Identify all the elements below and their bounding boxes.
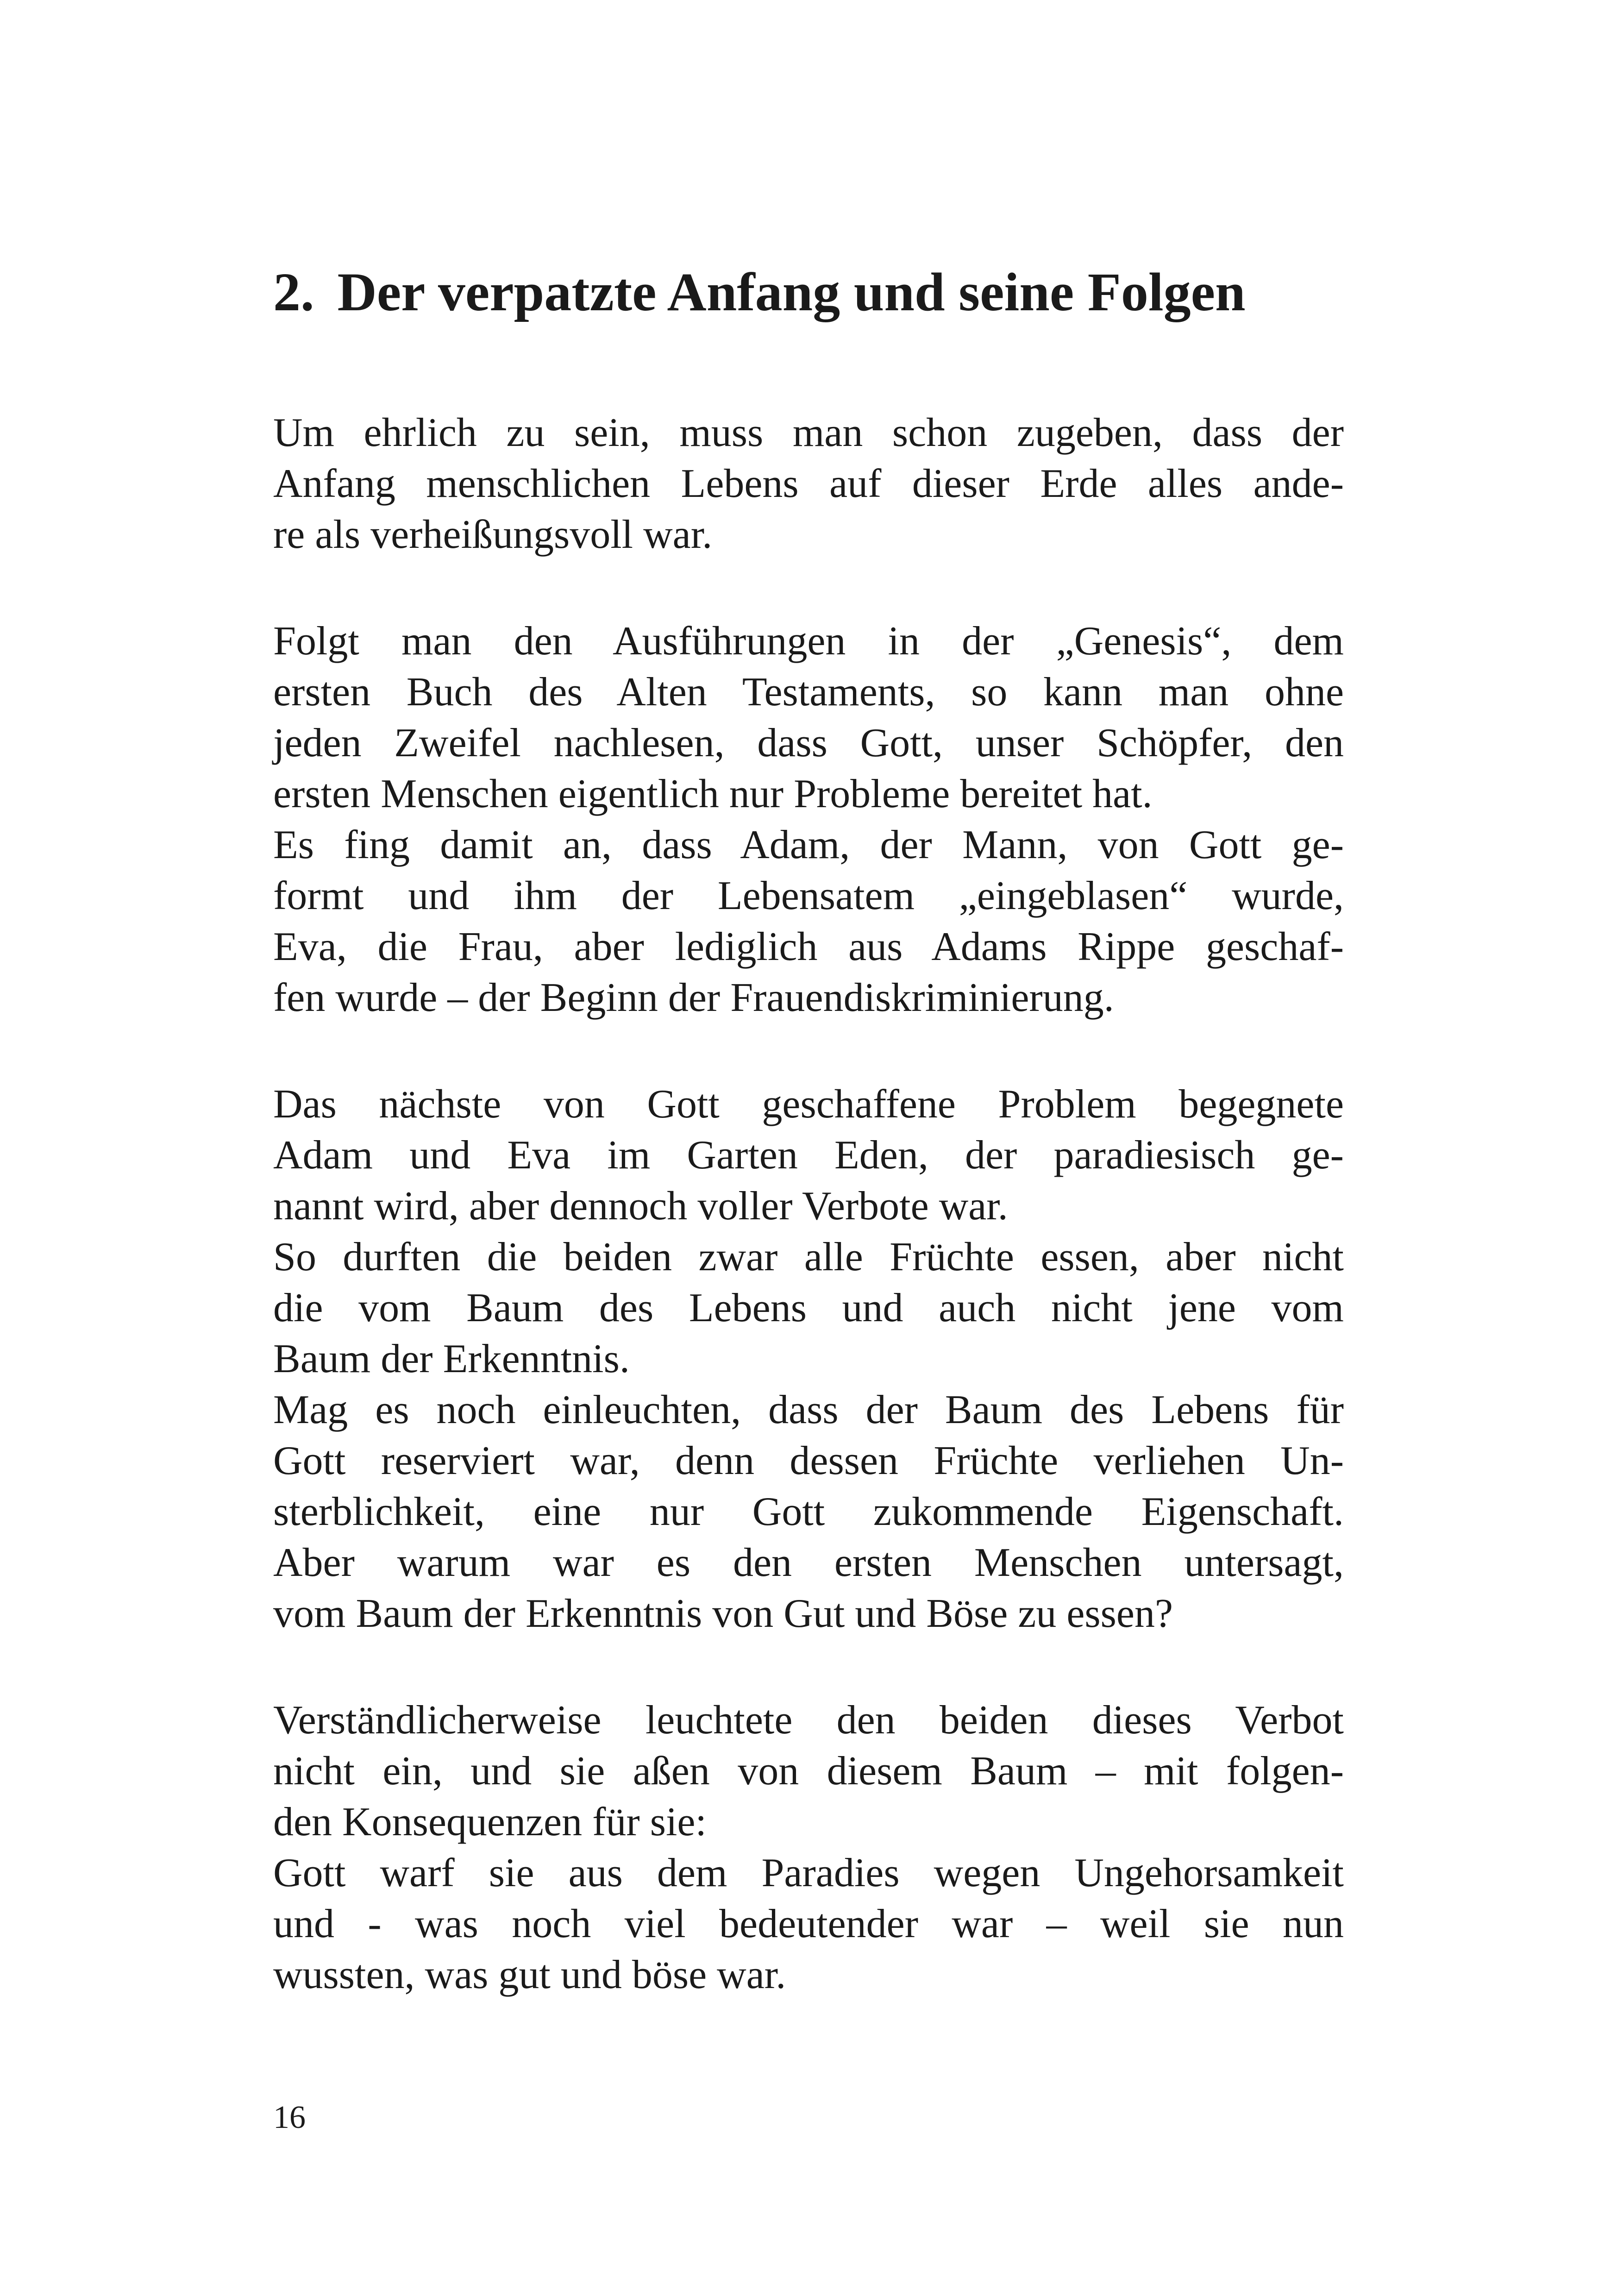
text-line: Das nächste von Gott geschaffene Problem begegnete (273, 1082, 1344, 1127)
text-line: Anfang menschlichen Lebens auf dieser Erde alles ande- (273, 461, 1344, 506)
text-line: re als verheißungsvoll war. (273, 512, 713, 557)
chapter-number: 2. (273, 262, 314, 322)
text-line: und - was noch viel bedeutender war – weil sie nun (273, 1901, 1344, 1946)
text-line: ersten Buch des Alten Testaments, so kann man ohne (273, 670, 1344, 715)
text-line: nicht ein, und sie aßen von diesem Baum – mit folgen- (273, 1749, 1344, 1794)
text-line: vom Baum der Erkenntnis von Gut und Böse zu essen? (273, 1591, 1173, 1636)
text-line: ersten Menschen eigentlich nur Probleme bereitet hat. (273, 772, 1153, 816)
text-line: nannt wird, aber dennoch voller Verbote war. (273, 1184, 1008, 1229)
text-line: sterblichkeit, eine nur Gott zukommende Eigenschaft. (273, 1489, 1344, 1534)
text-line: Eva, die Frau, aber lediglich aus Adams Rippe geschaf- (273, 924, 1344, 969)
text-line: jeden Zweifel nachlesen, dass Gott, unser Schöpfer, den (273, 721, 1344, 765)
chapter-heading (273, 259, 1246, 325)
text-line: Aber warum war es den ersten Menschen untersagt, (273, 1540, 1344, 1585)
text-line: Adam und Eva im Garten Eden, der paradiesisch ge- (273, 1133, 1344, 1178)
text-line: Gott warf sie aus dem Paradies wegen Ungehorsamkeit (273, 1851, 1344, 1895)
page-number: 16 (273, 2100, 306, 2135)
text-line: den Konsequenzen für sie: (273, 1800, 707, 1844)
text-line: formt und ihm der Lebensatem „eingeblasen“ wurde, (273, 873, 1344, 918)
text-line: Baum der Erkenntnis. (273, 1336, 630, 1381)
text-line: So durften die beiden zwar alle Früchte essen, aber nicht (273, 1235, 1344, 1280)
text-line: Gott reserviert war, denn dessen Früchte verliehen Un- (273, 1438, 1344, 1483)
chapter-title: Der verpatzte Anfang und seine Folgen (337, 262, 1246, 322)
text-line: fen wurde – der Beginn der Frauendiskriminierung. (273, 975, 1114, 1020)
text-line: Um ehrlich zu sein, muss man schon zugeben, dass der (273, 410, 1344, 455)
text-line: Folgt man den Ausführungen in der „Genesis“, dem (273, 619, 1344, 664)
text-line: Mag es noch einleuchten, dass der Baum des Lebens für (273, 1387, 1344, 1432)
text-line: die vom Baum des Lebens und auch nicht jene vom (273, 1286, 1344, 1330)
text-line: Verständlicherweise leuchtete den beiden dieses Verbot (273, 1698, 1344, 1743)
text-line: Es fing damit an, dass Adam, der Mann, von Gott ge- (273, 822, 1344, 867)
text-line: wussten, was gut und böse war. (273, 1952, 786, 1997)
